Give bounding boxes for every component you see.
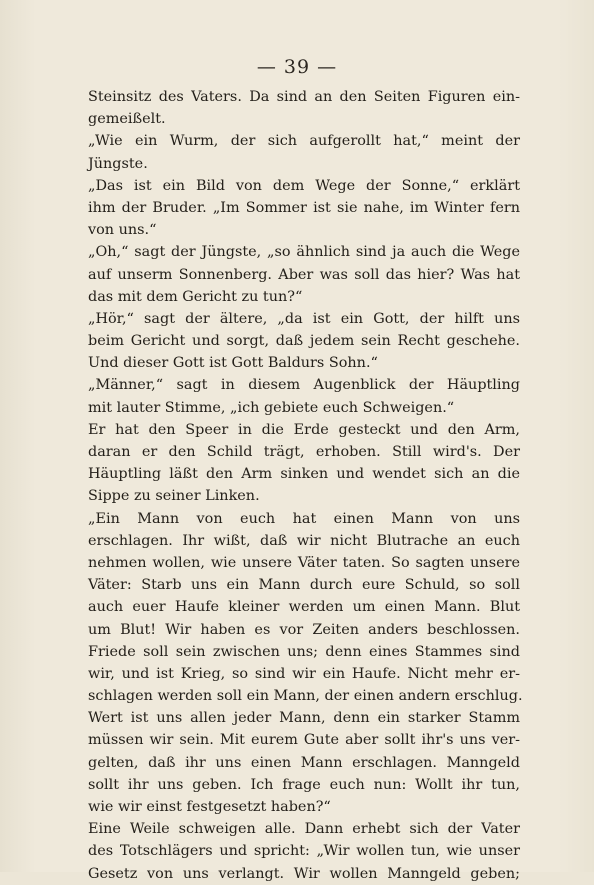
- text-line: Jüngste.: [88, 155, 148, 172]
- text-line: Er hat den Speer in die Erde gesteckt und den Arm,: [88, 421, 520, 438]
- text-line: um Blut! Wir haben es vor Zeiten anders beschlossen.: [88, 621, 520, 638]
- text-line: wie wir einst festgesetzt haben?“: [88, 799, 331, 815]
- text-line: Gesetz von uns verlangt. Wir wollen Manngeld geben;: [88, 865, 520, 882]
- text-line: müssen wir sein. Mit eurem Gute aber sollt ihr's uns ver-: [88, 732, 520, 749]
- text-line: Häuptling läßt den Arm sinken und wendet sich an die: [88, 466, 520, 483]
- text-line: „Oh,“ sagt der Jüngste, „so ähnlich sind ja auch die Wege: [88, 244, 520, 261]
- text-line: Sippe zu seiner Linken.: [88, 488, 260, 505]
- text-line: erschlagen. Ihr wißt, daß wir nicht Blutrache an euch: [88, 532, 520, 549]
- body-text: [88, 86, 523, 885]
- text-line: Steinsitz des Vaters. Da sind an den Seiten Figuren ein-: [88, 89, 520, 105]
- text-line: „Das ist ein Bild von dem Wege der Sonne,“ erklärt: [88, 177, 520, 194]
- text-line: „Hör,“ sagt der ältere, „da ist ein Gott, der hilft uns: [88, 310, 520, 327]
- text-line: gemeißelt.: [88, 111, 166, 128]
- text-line: sollt ihr uns geben. Ich frage euch nun: Wollt ihr tun,: [88, 776, 520, 793]
- text-line: „Wie ein Wurm, der sich aufgerollt hat,“ meint der: [88, 133, 520, 150]
- text-line: gelten, daß ihr uns einen Mann erschlagen. Manngeld: [88, 754, 520, 771]
- text-line: nehmen wollen, wie unsere Väter taten. So sagten unsere: [88, 554, 520, 571]
- page-number: — 39 —: [256, 56, 338, 78]
- text-line: auch euer Haufe kleiner werden um einen Mann. Blut: [88, 599, 520, 616]
- text-line: mit lauter Stimme, „ich gebiete euch Schweigen.“: [88, 399, 455, 416]
- text-line: Wert ist uns allen jeder Mann, denn ein starker Stamm: [88, 710, 520, 727]
- text-line: von uns.“: [88, 222, 157, 239]
- text-line: schlagen werden soll ein Mann, der einen andern erschlug.: [88, 688, 523, 705]
- text-line: Väter: Starb uns ein Mann durch eure Schuld, so soll: [88, 577, 520, 594]
- text-line: auf unserm Sonnenberg. Aber was soll das hier? Was hat: [88, 266, 520, 283]
- text-line: Und dieser Gott ist Gott Baldurs Sohn.“: [88, 355, 378, 372]
- text-line: Friede soll sein zwischen uns; denn eines Stammes sind: [88, 643, 520, 660]
- text-line: ihm der Bruder. „Im Sommer ist sie nahe, im Winter fern: [88, 199, 520, 216]
- text-line: Eine Weile schweigen alle. Dann erhebt sich der Vater: [88, 821, 520, 838]
- text-line: „Männer,“ sagt in diesem Augenblick der Häuptling: [88, 377, 520, 394]
- text-line: das mit dem Gericht zu tun?“: [88, 288, 303, 305]
- text-line: beim Gericht und sorgt, daß jedem sein Recht geschehe.: [88, 333, 520, 350]
- text-line: „Ein Mann von euch hat einen Mann von uns: [88, 510, 520, 527]
- text-line: des Totschlägers und spricht: „Wir wollen tun, wie unser: [88, 843, 520, 860]
- text-line: daran er den Schild trägt, erhoben. Still wird's. Der: [88, 444, 520, 460]
- text-line: wir, und ist Krieg, so sind wir ein Haufe. Nicht mehr er-: [88, 665, 520, 682]
